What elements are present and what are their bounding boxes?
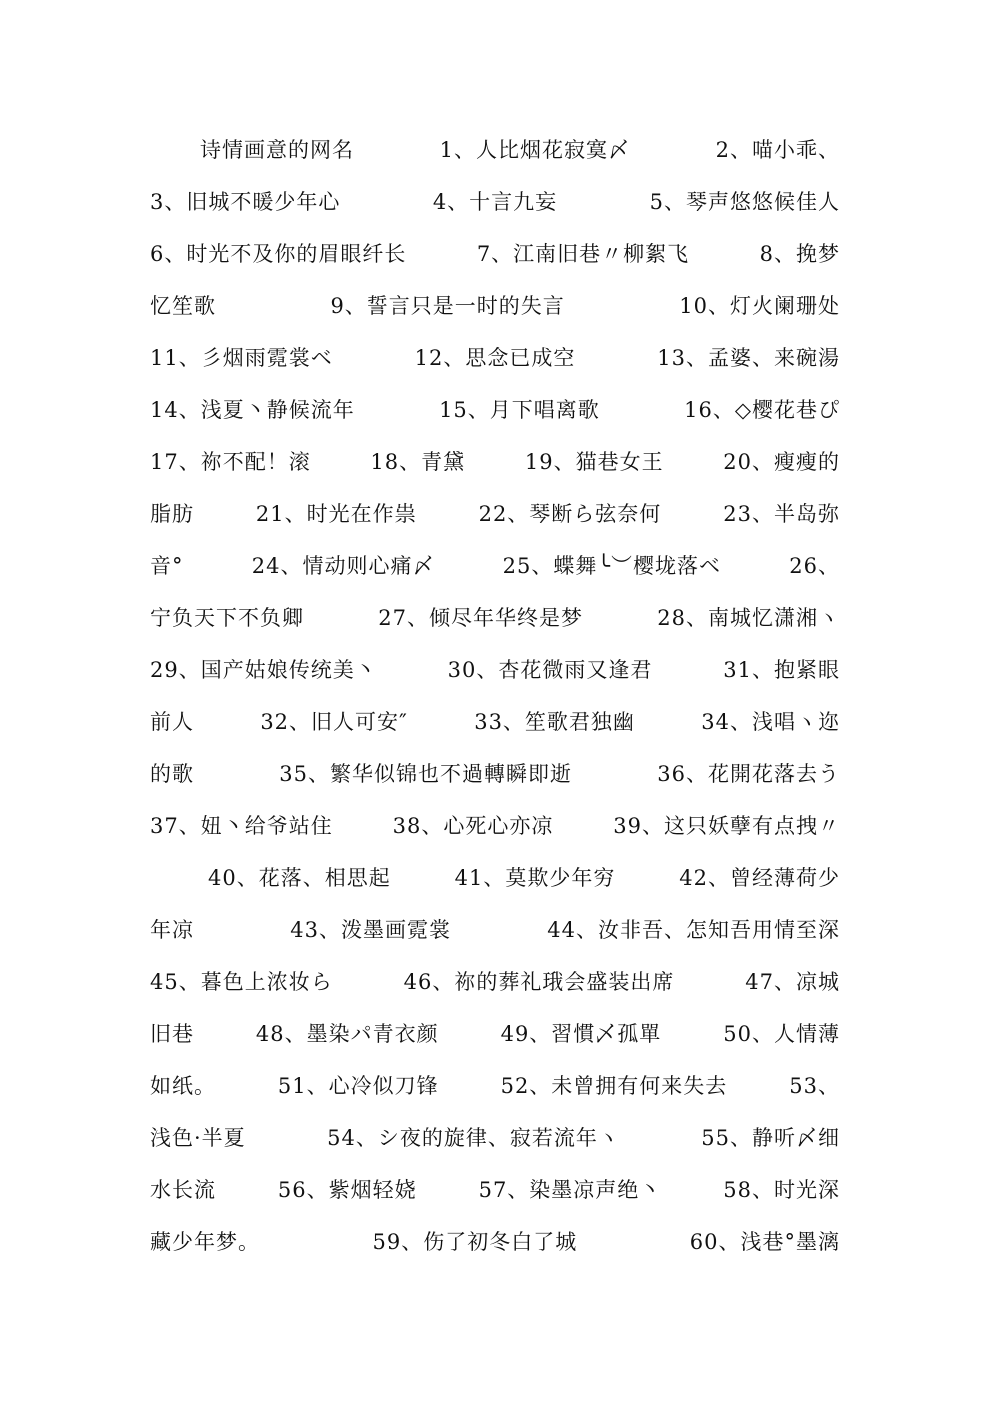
name-item: 47、凉城: [745, 970, 840, 994]
name-item: 57、染墨凉声绝丶: [478, 1178, 662, 1202]
name-item: 24、情动则心痛〆: [251, 554, 435, 578]
text-line: [150, 181, 840, 221]
name-item: 40、花落、相思起: [208, 866, 391, 890]
name-item: 59、伤了初冬白了城: [372, 1230, 578, 1254]
name-item: 34、浅唱ヽ迩: [701, 710, 840, 734]
text-line: [150, 1169, 840, 1209]
name-item: 8、挽梦: [759, 242, 840, 266]
name-item: 3、旧城不暖少年心: [150, 190, 341, 214]
name-item: 前人: [150, 710, 194, 734]
name-item: 年凉: [150, 918, 194, 942]
text-line: [150, 597, 840, 637]
text-line: [200, 129, 840, 169]
name-item: 39、这只妖孽有点拽〃: [613, 814, 840, 838]
name-item: 56、紫烟轻娆: [277, 1178, 417, 1202]
text-line: [150, 441, 840, 481]
text-line: [150, 285, 840, 325]
name-item: 2、喵小乖、: [715, 138, 840, 162]
name-item: 37、妞丶给爷站住: [150, 814, 333, 838]
name-item: 音°: [150, 554, 184, 578]
name-item: 38、心死心亦凉: [392, 814, 554, 838]
name-item: 54、シ夜的旋律、寂若流年ヽ: [327, 1126, 620, 1150]
name-item: 53、: [789, 1074, 840, 1098]
text-line: [150, 233, 840, 273]
name-item: 藏少年梦。: [150, 1230, 260, 1254]
name-item: 33、笙歌君独幽: [474, 710, 635, 734]
text-line: [150, 389, 840, 429]
text-line: [150, 1221, 840, 1261]
name-item: 55、静听〆细: [701, 1126, 840, 1150]
name-item: 35、繁华似锦也不過轉瞬即逝: [279, 762, 572, 786]
text-line: [150, 1013, 840, 1053]
name-item: 7、江南旧巷〃柳絮飞: [476, 242, 690, 266]
text-line: [150, 545, 840, 585]
name-item: 36、花開花落去う: [657, 762, 840, 786]
name-item: 12、思念已成空: [414, 346, 576, 370]
name-item: 28、南城忆潇湘ヽ: [657, 606, 840, 630]
name-item: 如纸。: [150, 1074, 216, 1098]
text-line: [150, 805, 840, 845]
name-item: 23、半岛弥: [723, 502, 840, 526]
name-item: 18、青黛: [370, 450, 466, 474]
text-line: [150, 909, 840, 949]
name-item: 44、汝非吾、怎知吾用情至深: [547, 918, 840, 942]
name-item: 50、人情薄: [723, 1022, 840, 1046]
text-line: [208, 857, 840, 897]
name-item: 51、心冷似刀锋: [277, 1074, 439, 1098]
name-item: 43、泼墨画霓裳: [290, 918, 451, 942]
name-item: 浅色·半夏: [150, 1126, 246, 1150]
name-item: 17、祢不配！滚: [150, 450, 311, 474]
name-item: 脂肪: [150, 502, 194, 526]
text-line: [150, 337, 840, 377]
name-item: 9、誓言只是一时的失言: [330, 294, 565, 318]
name-item: 27、倾尽年华终是梦: [378, 606, 583, 630]
name-item: 22、琴断ら弦奈何: [478, 502, 662, 526]
name-item: 10、灯火阑珊处: [679, 294, 840, 318]
name-item: 1、人比烟花寂寞〆: [439, 138, 630, 162]
name-item: 45、暮色上浓妆ら: [150, 970, 333, 994]
name-item: 32、旧人可安″: [260, 710, 408, 734]
name-item: 48、墨染パ青衣颜: [255, 1022, 439, 1046]
name-item: 14、浅夏丶静候流年: [150, 398, 355, 422]
name-item: 的歌: [150, 762, 194, 786]
name-item: 19、猫巷女王: [524, 450, 664, 474]
name-item: 25、蝶舞╰︶樱垅落ベ: [502, 554, 722, 578]
text-line: [150, 701, 840, 741]
name-item: 6、时光不及你的眉眼纤长: [150, 242, 407, 266]
name-item: 58、时光深: [723, 1178, 840, 1202]
name-item: 60、浅巷°墨漓: [689, 1230, 840, 1254]
name-item: 15、月下唱离歌: [439, 398, 600, 422]
name-item: 宁负天下不负卿: [150, 606, 304, 630]
name-item: 16、◇樱花巷ぴ: [684, 398, 840, 422]
name-item: 11、彡烟雨霓裳ベ: [150, 346, 333, 370]
text-line: [150, 1117, 840, 1157]
text-line: [150, 1065, 840, 1105]
name-item: 30、杏花微雨又逢君: [447, 658, 653, 682]
name-item: 49、習慣乄孤單: [500, 1022, 662, 1046]
name-item: 旧巷: [150, 1022, 194, 1046]
name-item: 5、琴声悠悠候佳人: [649, 190, 840, 214]
text-line: [150, 649, 840, 689]
name-item: 52、未曾拥有何来失去: [500, 1074, 728, 1098]
name-item: 41、莫欺少年穷: [454, 866, 616, 890]
name-item: 13、孟婆、来碗湯: [657, 346, 840, 370]
name-item: 4、十言九妄: [432, 190, 558, 214]
document-title: 诗情画意的网名: [200, 138, 354, 162]
name-item: 46、祢的葬礼珴会盛装出席: [403, 970, 675, 994]
name-item: 31、抱紧眼: [723, 658, 840, 682]
name-item: 忆笙歌: [150, 294, 216, 318]
text-line: [150, 493, 840, 533]
name-item: 21、时光在作祟: [255, 502, 417, 526]
text-line: [150, 961, 840, 1001]
name-item: 29、国产姑娘传统美丶: [150, 658, 377, 682]
text-line: [150, 753, 840, 793]
name-item: 水长流: [150, 1178, 216, 1202]
name-item: 20、瘦瘦的: [723, 450, 840, 474]
name-item: 42、曾经薄荷少: [679, 866, 840, 890]
name-item: 26、: [789, 554, 840, 578]
